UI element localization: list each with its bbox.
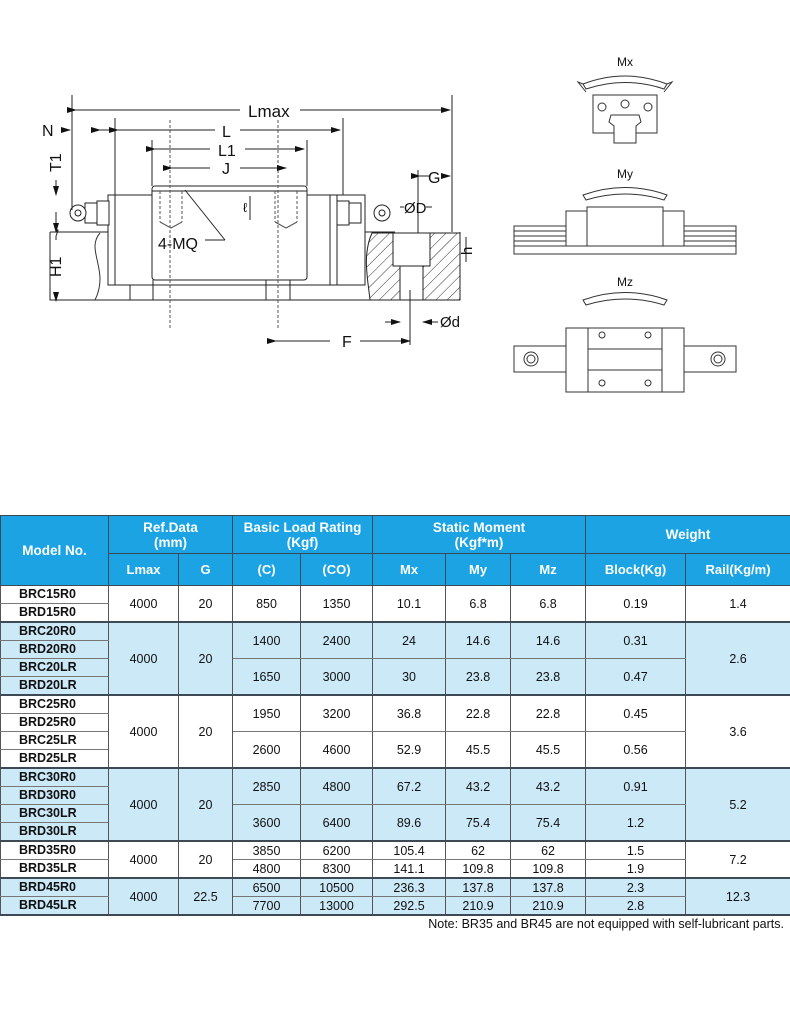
drawing-svg xyxy=(0,0,790,470)
rail-weight-cell: 3.6 xyxy=(686,695,790,768)
model-no-cell: BRD20R0 xyxy=(1,641,109,659)
header-weight: Weight xyxy=(586,516,790,554)
c-cell: 4800 xyxy=(233,860,301,879)
label-g: G xyxy=(428,170,441,187)
label-mz: Mz xyxy=(617,275,633,289)
c-cell: 1950 xyxy=(233,695,301,732)
table-body xyxy=(1,586,790,916)
model-no-cell: BRC30R0 xyxy=(1,768,109,787)
co-cell: 3000 xyxy=(301,659,373,696)
mz-cell: 22.8 xyxy=(511,695,586,732)
label-my: My xyxy=(617,167,633,181)
lmax-cell: 4000 xyxy=(109,695,179,768)
g-cell: 20 xyxy=(179,586,233,623)
header-ref-data-unit: (mm) xyxy=(154,534,187,550)
header-static-moment-unit: (Kgf*m) xyxy=(454,534,504,550)
c-cell: 1650 xyxy=(233,659,301,696)
my-cell: 62 xyxy=(446,841,511,860)
mx-cell: 141.1 xyxy=(373,860,446,879)
label-l: L xyxy=(222,124,231,141)
block-cell: 1.5 xyxy=(586,841,686,860)
my-cell: 210.9 xyxy=(446,897,511,916)
block-cell: 2.3 xyxy=(586,878,686,897)
label-t1: T1 xyxy=(48,153,65,172)
block-cell: 0.91 xyxy=(586,768,686,805)
model-no-cell: BRC25R0 xyxy=(1,695,109,714)
my-cell: 109.8 xyxy=(446,860,511,879)
header-mx: Mx xyxy=(373,554,446,586)
mz-cell: 23.8 xyxy=(511,659,586,696)
model-no-cell: BRD20LR xyxy=(1,677,109,696)
mz-cell: 62 xyxy=(511,841,586,860)
my-cell: 14.6 xyxy=(446,622,511,659)
mz-cell: 6.8 xyxy=(511,586,586,623)
header-g: G xyxy=(179,554,233,586)
model-no-cell: BRD30R0 xyxy=(1,787,109,805)
header-load-rating-label: Basic Load Rating xyxy=(243,519,362,535)
label-lmax: Lmax xyxy=(248,102,290,121)
mz-cell: 210.9 xyxy=(511,897,586,916)
lmax-cell: 4000 xyxy=(109,878,179,915)
mz-cell: 75.4 xyxy=(511,805,586,842)
header-co: (CO) xyxy=(301,554,373,586)
specification-table xyxy=(0,515,790,916)
table-header xyxy=(1,516,790,586)
mx-cell: 292.5 xyxy=(373,897,446,916)
co-cell: 1350 xyxy=(301,586,373,623)
mx-cell: 30 xyxy=(373,659,446,696)
block-cell: 0.47 xyxy=(586,659,686,696)
label-phi-d-small: Ød xyxy=(440,314,461,331)
model-no-cell: BRC25LR xyxy=(1,732,109,750)
c-cell: 3850 xyxy=(233,841,301,860)
mz-cell: 45.5 xyxy=(511,732,586,769)
mz-cell: 109.8 xyxy=(511,860,586,879)
lmax-cell: 4000 xyxy=(109,586,179,623)
front-view xyxy=(50,95,466,345)
mz-cell: 14.6 xyxy=(511,622,586,659)
model-no-cell: BRD30LR xyxy=(1,823,109,842)
label-f: F xyxy=(342,334,352,351)
c-cell: 2600 xyxy=(233,732,301,769)
g-cell: 20 xyxy=(179,841,233,878)
label-j: J xyxy=(222,161,230,178)
mz-diagram xyxy=(514,293,736,393)
label-l1: L1 xyxy=(218,143,236,160)
c-cell: 7700 xyxy=(233,897,301,916)
model-no-cell: BRD25LR xyxy=(1,750,109,769)
model-no-cell: BRD45LR xyxy=(1,897,109,916)
mz-cell: 137.8 xyxy=(511,878,586,897)
mx-cell: 105.4 xyxy=(373,841,446,860)
mx-cell: 52.9 xyxy=(373,732,446,769)
label-n: N xyxy=(42,123,54,140)
label-h1: H1 xyxy=(48,256,65,277)
mx-diagram xyxy=(578,76,672,143)
model-no-cell: BRC20R0 xyxy=(1,622,109,641)
c-cell: 6500 xyxy=(233,878,301,897)
rail-weight-cell: 2.6 xyxy=(686,622,790,695)
block-cell: 0.19 xyxy=(586,586,686,623)
header-mz: Mz xyxy=(511,554,586,586)
mx-cell: 36.8 xyxy=(373,695,446,732)
mz-cell: 43.2 xyxy=(511,768,586,805)
model-no-cell: BRD35LR xyxy=(1,860,109,879)
table-row xyxy=(1,841,790,860)
table-row xyxy=(1,586,790,604)
my-cell: 137.8 xyxy=(446,878,511,897)
my-diagram xyxy=(514,188,736,255)
label-h: h xyxy=(459,246,476,255)
model-no-cell: BRD15R0 xyxy=(1,604,109,623)
header-c: (C) xyxy=(233,554,301,586)
header-ref-data xyxy=(109,516,233,554)
rail-weight-cell: 7.2 xyxy=(686,841,790,878)
c-cell: 850 xyxy=(233,586,301,623)
rail-weight-cell: 1.4 xyxy=(686,586,790,623)
my-cell: 23.8 xyxy=(446,659,511,696)
table-row xyxy=(1,622,790,641)
lmax-cell: 4000 xyxy=(109,841,179,878)
label-mx: Mx xyxy=(617,55,633,69)
table-row xyxy=(1,878,790,897)
label-phi-d-large: ØD xyxy=(404,200,427,217)
block-cell: 0.31 xyxy=(586,622,686,659)
header-static-moment-label: Static Moment xyxy=(432,519,526,535)
c-cell: 1400 xyxy=(233,622,301,659)
g-cell: 20 xyxy=(179,695,233,768)
co-cell: 10500 xyxy=(301,878,373,897)
model-no-cell: BRD25R0 xyxy=(1,714,109,732)
co-cell: 2400 xyxy=(301,622,373,659)
model-no-cell: BRC15R0 xyxy=(1,586,109,604)
co-cell: 4600 xyxy=(301,732,373,769)
block-cell: 0.56 xyxy=(586,732,686,769)
mx-cell: 236.3 xyxy=(373,878,446,897)
my-cell: 6.8 xyxy=(446,586,511,623)
rail-weight-cell: 12.3 xyxy=(686,878,790,915)
mx-cell: 24 xyxy=(373,622,446,659)
co-cell: 13000 xyxy=(301,897,373,916)
header-my: My xyxy=(446,554,511,586)
co-cell: 6200 xyxy=(301,841,373,860)
g-cell: 22.5 xyxy=(179,878,233,915)
my-cell: 75.4 xyxy=(446,805,511,842)
c-cell: 3600 xyxy=(233,805,301,842)
model-no-cell: BRD35R0 xyxy=(1,841,109,860)
table-row xyxy=(1,695,790,714)
rail-weight-cell: 5.2 xyxy=(686,768,790,841)
header-ref-data-label: Ref.Data xyxy=(143,519,198,535)
header-static-moment xyxy=(373,516,586,554)
lmax-cell: 4000 xyxy=(109,622,179,695)
header-rail-weight: Rail(Kg/m) xyxy=(686,554,790,586)
g-cell: 20 xyxy=(179,622,233,695)
header-basic-load-rating xyxy=(233,516,373,554)
mx-cell: 10.1 xyxy=(373,586,446,623)
g-cell: 20 xyxy=(179,768,233,841)
grease-nipple-left xyxy=(70,201,109,225)
mx-cell: 89.6 xyxy=(373,805,446,842)
header-block-weight: Block(Kg) xyxy=(586,554,686,586)
model-no-cell: BRC30LR xyxy=(1,805,109,823)
block-cell: 1.2 xyxy=(586,805,686,842)
model-no-cell: BRC20LR xyxy=(1,659,109,677)
block-cell: 1.9 xyxy=(586,860,686,879)
model-no-cell: BRD45R0 xyxy=(1,878,109,897)
c-cell: 2850 xyxy=(233,768,301,805)
mx-cell: 67.2 xyxy=(373,768,446,805)
table-row xyxy=(1,768,790,787)
co-cell: 3200 xyxy=(301,695,373,732)
header-load-rating-unit: (Kgf) xyxy=(286,534,319,550)
header-lmax: Lmax xyxy=(109,554,179,586)
co-cell: 8300 xyxy=(301,860,373,879)
my-cell: 45.5 xyxy=(446,732,511,769)
lmax-cell: 4000 xyxy=(109,768,179,841)
my-cell: 22.8 xyxy=(446,695,511,732)
label-4-mq: 4-MQ xyxy=(158,236,198,253)
my-cell: 43.2 xyxy=(446,768,511,805)
footnote: Note: BR35 and BR45 are not equipped with self-lubricant parts. xyxy=(428,917,784,931)
co-cell: 6400 xyxy=(301,805,373,842)
co-cell: 4800 xyxy=(301,768,373,805)
technical-drawing xyxy=(0,0,790,470)
block-cell: 0.45 xyxy=(586,695,686,732)
block-cell: 2.8 xyxy=(586,897,686,916)
header-model-no: Model No. xyxy=(1,516,109,586)
label-l-small: ℓ xyxy=(243,200,248,215)
